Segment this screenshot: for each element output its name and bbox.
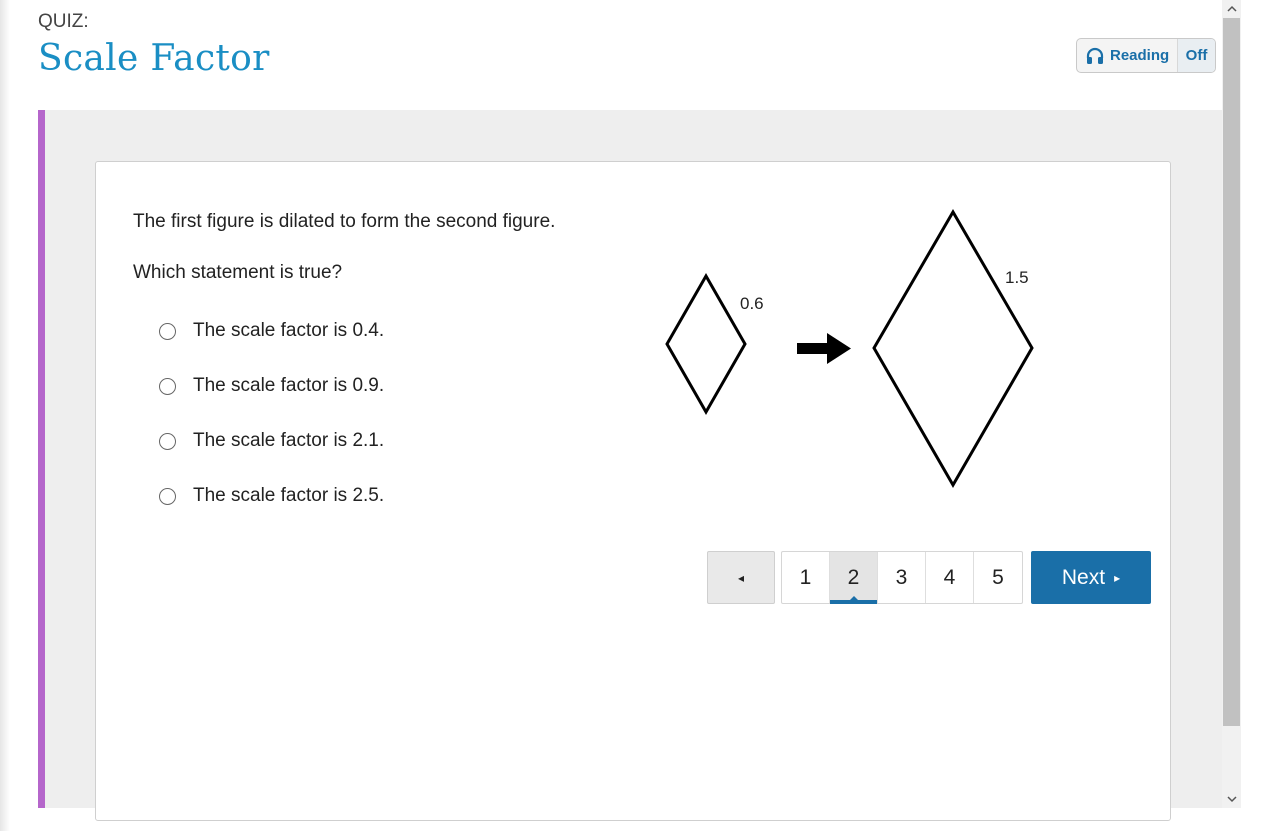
page-edge-shadow xyxy=(0,0,10,831)
quiz-label: QUIZ: xyxy=(38,11,89,32)
reading-state[interactable]: Off xyxy=(1177,39,1215,72)
scroll-up-icon[interactable] xyxy=(1222,0,1241,17)
question-prompt: The first figure is dilated to form the second figure. xyxy=(133,211,556,232)
vertical-scrollbar[interactable] xyxy=(1222,0,1241,808)
dilation-figure xyxy=(655,200,1055,500)
next-button-label: Next xyxy=(1061,565,1106,589)
headphones-icon xyxy=(1084,45,1106,67)
answer-option-4[interactable] xyxy=(159,485,384,507)
answer-option-label: The scale factor is 0.9. xyxy=(193,375,385,396)
page-button-4[interactable]: 4 xyxy=(926,552,974,603)
scroll-down-icon[interactable] xyxy=(1222,791,1241,808)
caret-left-icon: ◂ xyxy=(737,570,745,585)
answer-option-label: The scale factor is 2.1. xyxy=(193,430,385,451)
small-side-label: 0.6 xyxy=(740,294,764,313)
page-button-3[interactable]: 3 xyxy=(878,552,926,603)
page-title: Scale Factor xyxy=(38,38,270,79)
small-rhombus xyxy=(667,276,745,412)
page-button-5[interactable]: 5 xyxy=(992,565,1004,589)
previous-question-button[interactable] xyxy=(707,551,775,604)
scrollbar-thumb[interactable] xyxy=(1223,18,1240,726)
next-button[interactable] xyxy=(1031,551,1151,604)
radio-button[interactable] xyxy=(159,378,176,395)
right-arrow-icon xyxy=(797,333,851,364)
answer-option-2[interactable] xyxy=(159,375,384,397)
reading-label: Reading xyxy=(1110,47,1170,64)
page-button-1[interactable]: 1 xyxy=(782,552,830,603)
radio-button[interactable] xyxy=(159,433,176,450)
page-button-2[interactable]: 2 xyxy=(830,552,878,603)
reading-toggle[interactable] xyxy=(1076,38,1216,73)
answer-option-label: The scale factor is 2.5. xyxy=(193,485,385,506)
caret-right-icon: ▸ xyxy=(1114,570,1121,585)
answer-option-label: The scale factor is 0.4. xyxy=(193,320,385,341)
radio-button[interactable] xyxy=(159,323,176,340)
answer-option-3[interactable] xyxy=(159,430,384,452)
accent-bar xyxy=(38,110,45,808)
radio-button[interactable] xyxy=(159,488,176,505)
large-side-label: 1.5 xyxy=(1005,268,1029,287)
large-rhombus xyxy=(874,212,1032,485)
reading-toggle-label-area[interactable] xyxy=(1077,39,1177,72)
question-text: Which statement is true? xyxy=(133,262,343,283)
page-list xyxy=(781,551,1023,604)
answer-option-1[interactable] xyxy=(159,320,384,342)
